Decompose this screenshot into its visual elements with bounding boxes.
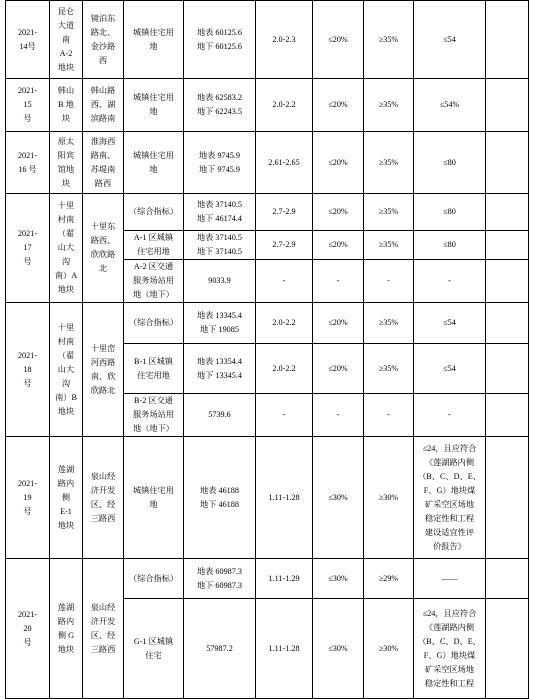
land-parcel-table bbox=[5, 0, 529, 699]
height-limit-cell: - bbox=[414, 260, 486, 303]
building-density-cell: - bbox=[313, 394, 364, 437]
land-use-cell: A-1 区城镇 住宅用地 bbox=[124, 231, 184, 260]
height-limit-cell: ≤54% bbox=[414, 79, 486, 132]
green-ratio-cell: ≥35% bbox=[364, 79, 414, 132]
parcel-location-cell: 十里峦 河西路 南、欣 欣路北 bbox=[83, 303, 124, 437]
area-cell: 地表 62583.2 地下 62243.5 bbox=[184, 79, 256, 132]
parcel-id-cell: 2021- 19 号 bbox=[6, 437, 50, 559]
building-density-cell: ≤20% bbox=[313, 1, 364, 79]
parcel-location-cell: 泉山经 济开发 区、经 三路西 bbox=[83, 437, 124, 559]
building-density-cell: - bbox=[313, 260, 364, 303]
height-limit-cell: ≤80 bbox=[414, 194, 486, 231]
blank-cell bbox=[486, 394, 529, 437]
building-density-cell: ≤20% bbox=[313, 231, 364, 260]
height-limit-cell: ≤54 bbox=[414, 344, 486, 394]
blank-cell bbox=[486, 194, 529, 231]
height-limit-cell: ≤24，且应符合 《莲湖路内侧 （B、C、D、E、 F、G）地块煤 矿采空区场地 稳定性和工程 建设适宜性评 价报告》 bbox=[414, 437, 486, 559]
height-limit-cell: ≤24，且应符合 《莲湖路内侧 （B、C、D、E、 F、G）地块煤 矿采空区场地 稳定性和工程 bbox=[414, 599, 486, 699]
plot-ratio-cell: 2.0-2.2 bbox=[256, 344, 313, 394]
plot-ratio-cell: - bbox=[256, 394, 313, 437]
height-limit-cell: ≤54 bbox=[414, 1, 486, 79]
building-density-cell: ≤20% bbox=[313, 79, 364, 132]
land-use-cell: 城镇住宅用 地 bbox=[124, 1, 184, 79]
building-density-cell: ≤20% bbox=[313, 194, 364, 231]
land-use-cell: 城镇住宅用 地 bbox=[124, 79, 184, 132]
blank-cell bbox=[486, 260, 529, 303]
parcel-name-cell: 十里 村南 （翟 山大 沟 南）B 地块 bbox=[50, 303, 83, 437]
plot-ratio-cell: 2.0-2.2 bbox=[256, 79, 313, 132]
blank-cell bbox=[486, 132, 529, 194]
plot-ratio-cell: 1.11-1.28 bbox=[256, 437, 313, 559]
parcel-id-cell: 2021- 16 号 bbox=[6, 132, 50, 194]
area-cell: 地表 37140.5 地下 37140.5 bbox=[184, 231, 256, 260]
parcel-name-cell: 莲湖 路内 侧 E-1 地块 bbox=[50, 437, 83, 559]
table-row bbox=[6, 437, 529, 559]
plot-ratio-cell: 1.11-1.29 bbox=[256, 559, 313, 599]
green-ratio-cell: ≥29% bbox=[364, 559, 414, 599]
land-use-cell: （综合指标） bbox=[124, 194, 184, 231]
blank-cell bbox=[486, 599, 529, 699]
table-row bbox=[6, 132, 529, 194]
plot-ratio-cell: 2.7-2.9 bbox=[256, 194, 313, 231]
blank-cell bbox=[486, 559, 529, 599]
green-ratio-cell: ≥35% bbox=[364, 1, 414, 79]
plot-ratio-cell: 1.11-1.28 bbox=[256, 599, 313, 699]
building-density-cell: ≤30% bbox=[313, 559, 364, 599]
parcel-location-cell: 十里东 路西、 欣欣路 北 bbox=[83, 194, 124, 303]
area-cell: 地表 9745.9 地下 9745.9 bbox=[184, 132, 256, 194]
blank-cell bbox=[486, 231, 529, 260]
table-row bbox=[6, 79, 529, 132]
area-cell: 地表 13354.4 地下 13345.4 bbox=[184, 344, 256, 394]
parcel-location-cell: 淮海西 路南、 苏堤南 路西 bbox=[83, 132, 124, 194]
area-cell: 地表 60987.3 地下 60987.3 bbox=[184, 559, 256, 599]
area-cell: 57987.2 bbox=[184, 599, 256, 699]
land-use-cell: 城镇住宅用 地 bbox=[124, 132, 184, 194]
land-use-cell: A-2 区交通 服务场站用 地（地下） bbox=[124, 260, 184, 303]
green-ratio-cell: ≥35% bbox=[364, 303, 414, 344]
parcel-name-cell: 莲湖 路内 侧 G 地块 bbox=[50, 559, 83, 699]
building-density-cell: ≤20% bbox=[313, 132, 364, 194]
blank-cell bbox=[486, 1, 529, 79]
blank-cell bbox=[486, 437, 529, 559]
area-cell: 地表 13345.4 地下 19085 bbox=[184, 303, 256, 344]
area-cell: 5739.6 bbox=[184, 394, 256, 437]
area-cell: 地表 60125.6 地下 60125.6 bbox=[184, 1, 256, 79]
green-ratio-cell: ≥30% bbox=[364, 437, 414, 559]
table-row bbox=[6, 303, 529, 344]
parcel-id-cell: 2021- 18 号 bbox=[6, 303, 50, 437]
height-limit-cell: —— bbox=[414, 559, 486, 599]
land-use-cell: G-1 区城镇 住宅 bbox=[124, 599, 184, 699]
parcel-name-cell: 昆仑 大道 南 A-2 地块 bbox=[50, 1, 83, 79]
plot-ratio-cell: - bbox=[256, 260, 313, 303]
green-ratio-cell: - bbox=[364, 260, 414, 303]
green-ratio-cell: ≥30% bbox=[364, 599, 414, 699]
blank-cell bbox=[486, 79, 529, 132]
building-density-cell: ≤30% bbox=[313, 599, 364, 699]
height-limit-cell: - bbox=[414, 394, 486, 437]
blank-cell bbox=[486, 303, 529, 344]
plot-ratio-cell: 2.61-2.65 bbox=[256, 132, 313, 194]
land-use-cell: B-2 区交通 服务场站用 地（地下） bbox=[124, 394, 184, 437]
area-cell: 9033.9 bbox=[184, 260, 256, 303]
green-ratio-cell: ≥35% bbox=[364, 344, 414, 394]
plot-ratio-cell: 2.0-2.3 bbox=[256, 1, 313, 79]
land-use-cell: （综合指标） bbox=[124, 559, 184, 599]
height-limit-cell: ≤54 bbox=[414, 303, 486, 344]
table-row bbox=[6, 559, 529, 599]
parcel-name-cell: 原太 阳宾 馆地 块 bbox=[50, 132, 83, 194]
parcel-id-cell: 2021- 14号 bbox=[6, 1, 50, 79]
table-row bbox=[6, 194, 529, 231]
parcel-name-cell: 十里 村南 （翟 山大 沟 南）A 地块 bbox=[50, 194, 83, 303]
area-cell: 地表 46188 地下 46188 bbox=[184, 437, 256, 559]
land-use-cell: （综合指标） bbox=[124, 303, 184, 344]
blank-cell bbox=[486, 344, 529, 394]
height-limit-cell: ≤80 bbox=[414, 231, 486, 260]
parcel-location-cell: 泉山经 济开发 区、经 三路西 bbox=[83, 559, 124, 699]
green-ratio-cell: - bbox=[364, 394, 414, 437]
parcel-id-cell: 2021- 15 号 bbox=[6, 79, 50, 132]
plot-ratio-cell: 2.0-2.2 bbox=[256, 303, 313, 344]
land-use-cell: B-1 区城镇 住宅用地 bbox=[124, 344, 184, 394]
land-use-cell: 城镇住宅用 地 bbox=[124, 437, 184, 559]
height-limit-cell: ≤80 bbox=[414, 132, 486, 194]
building-density-cell: ≤20% bbox=[313, 303, 364, 344]
green-ratio-cell: ≥35% bbox=[364, 231, 414, 260]
building-density-cell: ≤30% bbox=[313, 437, 364, 559]
parcel-id-cell: 2021- 17 号 bbox=[6, 194, 50, 303]
parcel-location-cell: 韩山路 西、湖 滨路南 bbox=[83, 79, 124, 132]
parcel-id-cell: 2021- 20 号 bbox=[6, 559, 50, 699]
area-cell: 地表 37140.5 地下 46174.4 bbox=[184, 194, 256, 231]
building-density-cell: ≤20% bbox=[313, 344, 364, 394]
green-ratio-cell: ≥35% bbox=[364, 194, 414, 231]
plot-ratio-cell: 2.7-2.9 bbox=[256, 231, 313, 260]
table-body bbox=[6, 1, 529, 699]
table-row bbox=[6, 1, 529, 79]
parcel-name-cell: 韩山 B 地 块 bbox=[50, 79, 83, 132]
green-ratio-cell: ≥35% bbox=[364, 132, 414, 194]
parcel-location-cell: 镜泊东 路北、 金沙路 西 bbox=[83, 1, 124, 79]
